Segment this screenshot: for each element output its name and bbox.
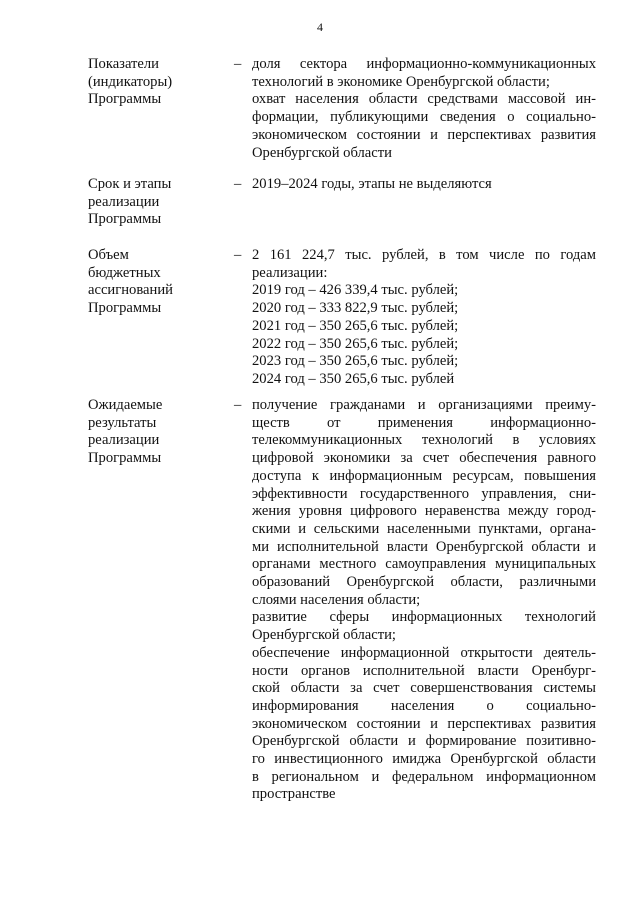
value-line: 2020 год – 333 822,9 тыс. рублей;	[252, 300, 459, 317]
value-line: эффективности государственного управления, сни-	[252, 485, 596, 502]
value-line: информирования населения о социально-	[252, 697, 596, 714]
value-line: скими и сельскими населенными пунктами, органа-	[252, 520, 596, 537]
value-line: ществ от применения информационно-	[252, 414, 596, 431]
value-line: развитие сферы информационных технологий	[252, 609, 596, 626]
label-line: ассигнований	[88, 282, 173, 299]
value-line: обеспечение информационной открытости деятель-	[252, 644, 596, 661]
value-line: экономическом состоянии и перспективах развития	[252, 126, 596, 143]
row-value	[252, 176, 596, 194]
value-line: получение гражданами и организациями преиму-	[252, 397, 596, 413]
value-line: технологий в экономике Оренбургской области;	[252, 73, 550, 90]
value-line: образований Оренбургской области, различными	[252, 574, 596, 591]
value-line: реализации:	[252, 264, 328, 281]
value-line: доля сектора информационно-коммуникационных	[252, 56, 596, 72]
value-line: охват населения области средствами массовой ин-	[252, 91, 596, 108]
label-line: Срок и этапы	[88, 176, 172, 192]
value-line: ми исполнительной власти Оренбургской области и	[252, 538, 596, 555]
label-line: Ожидаемые	[88, 397, 163, 413]
value-line: жения уровня цифрового неравенства между город-	[252, 503, 596, 520]
row-label	[88, 56, 208, 109]
value-line: 2024 год – 350 265,6 тыс. рублей	[252, 370, 455, 387]
row-label	[88, 247, 208, 318]
value-line: 2019 год – 426 339,4 тыс. рублей;	[252, 282, 459, 299]
row-dash: –	[234, 176, 242, 192]
value-line: пространстве	[252, 786, 336, 803]
row-dash: –	[234, 397, 242, 413]
value-line: 2022 год – 350 265,6 тыс. рублей;	[252, 335, 459, 352]
value-line: го инвестиционного имиджа Оренбургской области	[252, 751, 596, 768]
value-line: экономическом состоянии и перспективах развития	[252, 715, 596, 732]
value-line: органами местного самоуправления муниципальных	[252, 556, 596, 573]
label-line: реализации	[88, 193, 160, 210]
value-line: телекоммуникационных технологий в условиях	[252, 432, 596, 449]
label-line: Программы	[88, 450, 162, 467]
value-line: Оренбургской области и формирование позитивно-	[252, 733, 596, 750]
value-line: 2019–2024 годы, этапы не выделяются	[252, 176, 492, 192]
value-line: 2 161 224,7 тыс. рублей, в том числе по годам	[252, 247, 596, 263]
label-line: реализации	[88, 432, 160, 449]
label-line: бюджетных	[88, 264, 161, 281]
label-line: Программы	[88, 91, 162, 108]
label-line: Объем	[88, 247, 129, 263]
value-line: 2021 год – 350 265,6 тыс. рублей;	[252, 317, 459, 334]
page-number: 4	[317, 20, 323, 34]
row-value	[252, 247, 596, 389]
label-line: (индикаторы)	[88, 73, 173, 90]
label-line: Программы	[88, 300, 162, 317]
value-line: ской области за счет совершенствования системы	[252, 680, 596, 697]
row-label	[88, 397, 208, 468]
value-line: доступа к информационным ресурсам, повышения	[252, 467, 596, 484]
label-line: результаты	[88, 414, 157, 431]
value-line: в региональном и федеральном информационном	[252, 768, 596, 785]
label-line: Показатели	[88, 56, 159, 72]
row-label	[88, 176, 208, 229]
value-line: ности органов исполнительной власти Оренбург-	[252, 662, 596, 679]
value-line: слоями населения области;	[252, 591, 421, 608]
row-dash: –	[234, 247, 242, 263]
value-line: Оренбургской области;	[252, 627, 396, 644]
label-line: Программы	[88, 211, 162, 228]
row-value	[252, 397, 596, 804]
row-value	[252, 56, 596, 162]
value-line: цифровой экономики за счет обеспечения равного	[252, 450, 596, 467]
row-dash: –	[234, 56, 242, 72]
value-line: 2023 год – 350 265,6 тыс. рублей;	[252, 353, 459, 370]
value-line: Оренбургской области	[252, 144, 392, 161]
value-line: формации, публикующими сведения о социально-	[252, 109, 596, 126]
